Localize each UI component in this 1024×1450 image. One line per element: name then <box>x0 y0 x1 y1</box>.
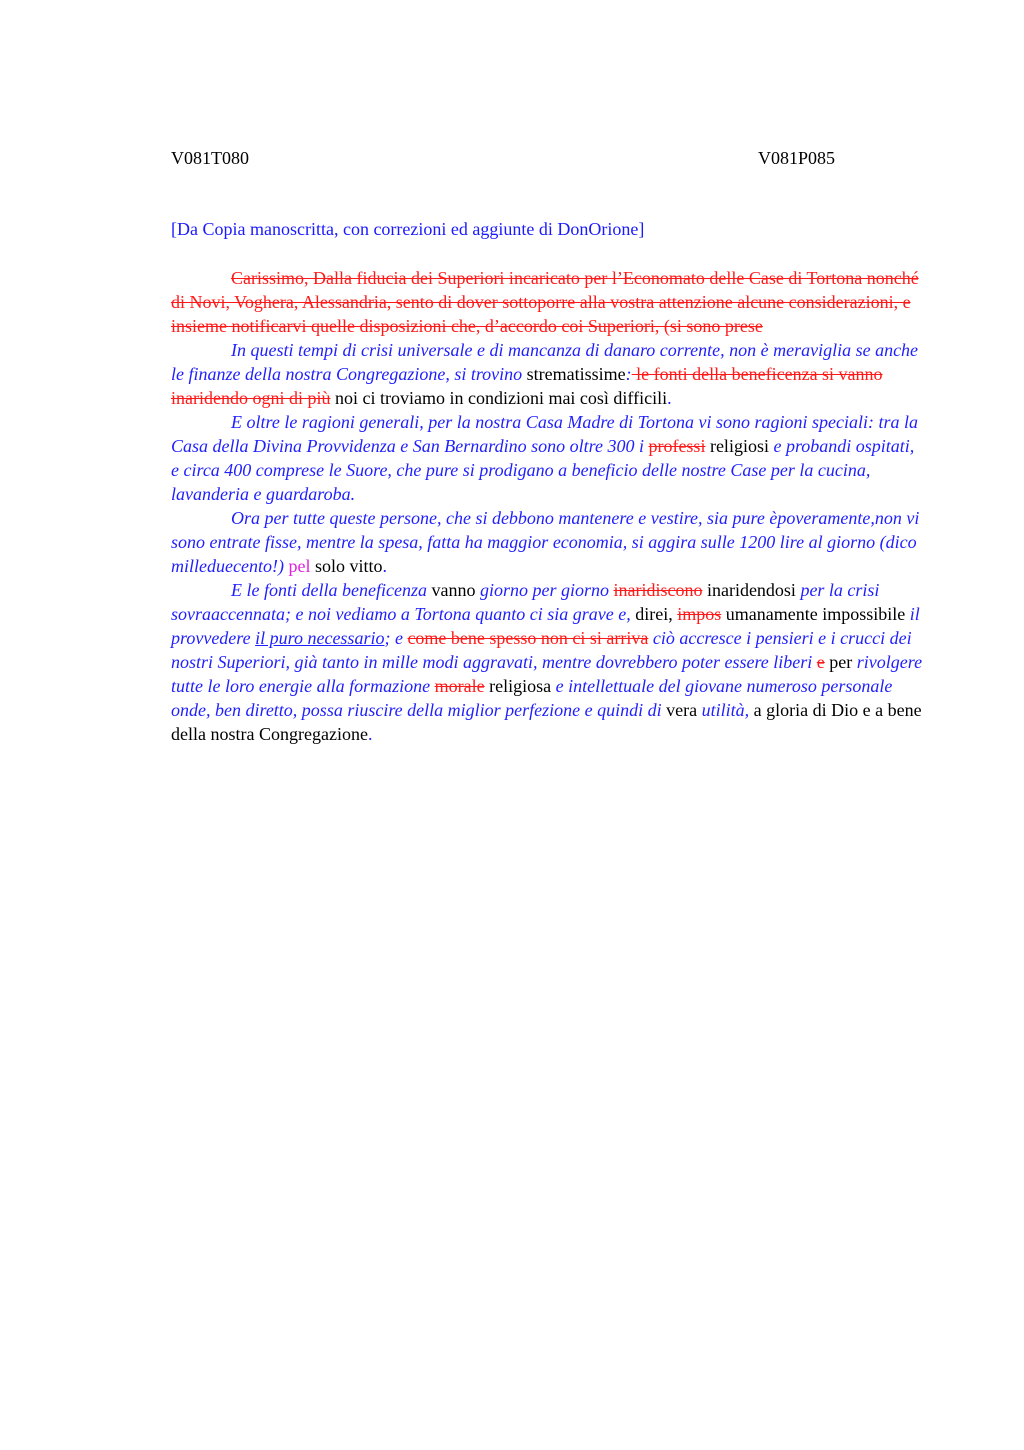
original-text: religiosa <box>484 676 552 696</box>
added-punctuation: . <box>367 724 373 744</box>
added-punctuation: . <box>382 556 387 576</box>
added-text: Ora per tutte queste persone, che si debbono mantenere e vestire, sia pure èpoveramente,non vi sono entrate fisse, mentre la spesa, fatta ha maggior economia, si aggira sulle 1200 lire al giorno (dico milleduecento!) <box>171 508 920 576</box>
original-text: a gloria di Dio e a bene della nostra Congregazione <box>171 700 922 744</box>
deleted-text: impos <box>677 604 722 624</box>
added-text: E le fonti della beneficenza <box>231 580 427 600</box>
deleted-text: professi <box>648 436 706 456</box>
original-text: ssime <box>584 364 626 384</box>
deleted-text: morale <box>434 676 485 696</box>
added-text: e probandi ospitati, e circa 400 comprese le Suore, che pure si prodigano a beneficio delle nostre Case per la cucina, lavanderia e guardaroba. <box>171 436 915 504</box>
deleted-text: come bene spesso non ci si arriva <box>407 628 649 648</box>
added-text: per la crisi sovraaccennata; e noi vediamo a Tortona quanto ci sia grave e, <box>171 580 880 624</box>
header-right-code: V081P085 <box>758 148 836 168</box>
paragraph-2 <box>171 410 923 506</box>
original-text: umanamente impossibile <box>721 604 906 624</box>
added-text: e intellettuale del giovane numeroso personale onde, ben diretto, possa riuscire della miglior perfezione e quindi di <box>171 676 893 720</box>
source-note: [Da Copia manoscritta, con correzioni ed aggiunte di DonOrione] <box>171 219 645 239</box>
paragraph-0-deleted <box>171 266 923 338</box>
added-text: E oltre le ragioni generali, per la nostra Casa Madre di Tortona vi sono ragioni speciali: tra la Casa della Divina Provvidenza e San Bernardino sono oltre 300 i <box>171 412 918 456</box>
original-text: noi ci troviamo in condizioni mai così difficili <box>330 388 668 408</box>
deleted-text: le fonti della beneficenza si vanno inaridendo ogni di più <box>171 364 883 408</box>
original-text: vanno <box>426 580 476 600</box>
added-text: ciò accresce i pensieri e i crucci dei nostri Superiori, già tanto in mille modi aggravati, mentre dovrebbero poter essere liberi <box>171 628 912 672</box>
original-text: solo vitto <box>310 556 383 576</box>
underlined-added-text: il puro necessario <box>255 628 385 648</box>
added-punctuation: . <box>667 388 672 408</box>
added-text: il provvedere <box>171 604 920 648</box>
deleted-text: Carissimo, Dalla fiducia dei Superiori incaricato per l’Economato delle Case di Tortona nonché di Novi, Voghera, Alessandria, sento di dover sottoporre alla vostra attenzione alcune considerazioni, e insieme notificarvi quelle disposizioni che, d’accordo coi Superiori, (si sono prese <box>171 268 919 336</box>
highlighted-text: pel <box>288 556 311 576</box>
letter-body <box>171 266 923 746</box>
paragraph-4 <box>171 578 923 746</box>
paragraph-1 <box>171 338 923 410</box>
added-text: rivolgere tutte le loro energie alla formazione <box>171 652 923 696</box>
paragraph-3 <box>171 506 923 578</box>
added-punctuation: : <box>625 364 632 384</box>
original-text: vera <box>661 700 698 720</box>
deleted-text: e <box>816 652 825 672</box>
added-text: In questi tempi di crisi universale e di mancanza di danaro corrente, non è meraviglia se anche le finanze della nostra Congregazione, si trovino <box>171 340 919 384</box>
deleted-text: inaridiscono <box>613 580 703 600</box>
added-text: giorno per giorno <box>475 580 614 600</box>
added-text: ; e <box>384 628 408 648</box>
header-left-code: V081T080 <box>171 148 249 168</box>
original-text: inaridendosi <box>702 580 796 600</box>
original-text: per <box>824 652 853 672</box>
original-text: direi, <box>630 604 678 624</box>
added-text: utilità, <box>697 700 750 720</box>
original-text: religiosi <box>705 436 769 456</box>
original-text: stremati <box>522 364 585 384</box>
